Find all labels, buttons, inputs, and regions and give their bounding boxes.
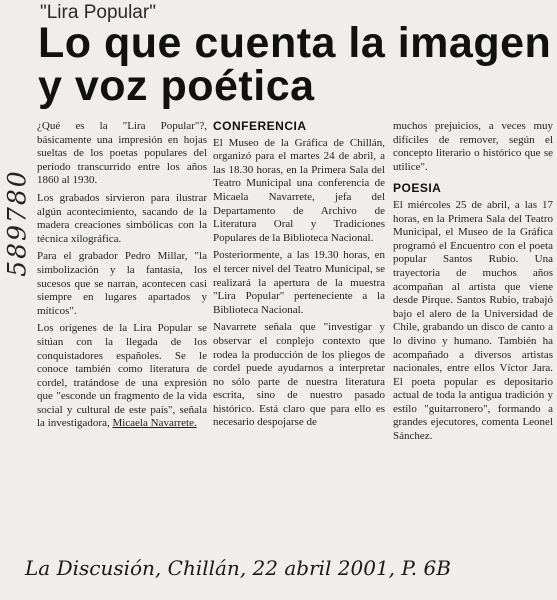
researcher-name: Micaela Navarrete. — [112, 417, 197, 430]
paragraph: Navarrete señala que "investigar y observar el conplejo contexto que rodea la producción de los pliegos de cordel puede ayudarnos a interpretar no sólo parte de nuestra literatura escrita, sino de nuestro pasado histórico. Está claro que para ello es necesario despojarse de — [213, 321, 385, 429]
section-title-poesia: POESIA — [393, 181, 442, 196]
article-column-1 — [37, 120, 207, 435]
article-column-3 — [393, 120, 553, 448]
paragraph: El Museo de la Gráfica de Chillán, organizó para el martes 24 de abril, a las 18.30 horas, en la Primera Sala del Teatro Municipal una conferencia de Micaela Navarrete, jefa del Departamento de Archivo de Literatura Oral y Tradiciones Populares de la Biblioteca Nacional. — [213, 136, 385, 244]
paragraph: Para el grabador Pedro Millar, "la simbolización y la fantasía, los sucesos que se narran, acontecen casi siempre en lugares apartados y míticos". — [37, 250, 207, 317]
headline: Lo que cuenta la imagen y voz poética — [38, 19, 552, 110]
handwritten-archive-number: 589780 — [2, 169, 32, 277]
paragraph: El miércoles 25 de abril, a las 17 horas, en la Primera Sala del Teatro Municipal, el Museo de la Gráfica programó el Encuentro con el poeta popular Santos Rubio. Una trayectoria de muchos años acompañan al artista que viene desde Pirque. Santos Rubio, trabajó bajo el alero de la Universidad de Chile, grabando un disco de canto a lo divino y humano. También ha acompañado a diversos artistas nacionales, entre ellos Víctor Jara. El poeta popular es depositario actual de toda la antigua tradición y estilo "guitarronero", formando a grandes ejecutores, comenta Leonel Sánchez. — [393, 198, 553, 443]
paragraph: ¿Qué es la "Lira Popular"?, básicamente una impresión en hojas sueltas de los poetas populares del período transcurrido entre los años 1860 al 1930. — [37, 120, 207, 187]
paragraph: Los orígenes de la Lira Popular se sitúan con la llegada de los conquistadores españoles. Se le conoce también como literatura de cordel, tratándose de una expresión que "esconde un fragmento de la vida social y cultural de este país", señala la investigadora, Micaela Navarrete. — [37, 322, 207, 430]
paragraph: muchos prejuicios, a veces muy difíciles de remover, según el concepto literario o histórico que se utilice". — [393, 120, 553, 173]
paragraph: Posteriormente, a las 19.30 horas, en el tercer nivel del Teatro Municipal, se realizará la apertura de la muestra "Lira Popular" perteneciente a la Biblioteca Nacional. — [213, 249, 385, 316]
kicker: "Lira Popular" — [40, 2, 156, 23]
article-column-2 — [213, 120, 385, 434]
handwritten-source-note: La Discusión, Chillán, 22 abril 2001, P. 6B — [25, 556, 451, 580]
paragraph: Los grabados sirvieron para ilustrar algún acontecimiento, sacando de la madera creaciones simbólicas con la técnica xilográfica. — [37, 191, 207, 245]
section-title-conferencia: CONFERENCIA — [213, 119, 307, 133]
